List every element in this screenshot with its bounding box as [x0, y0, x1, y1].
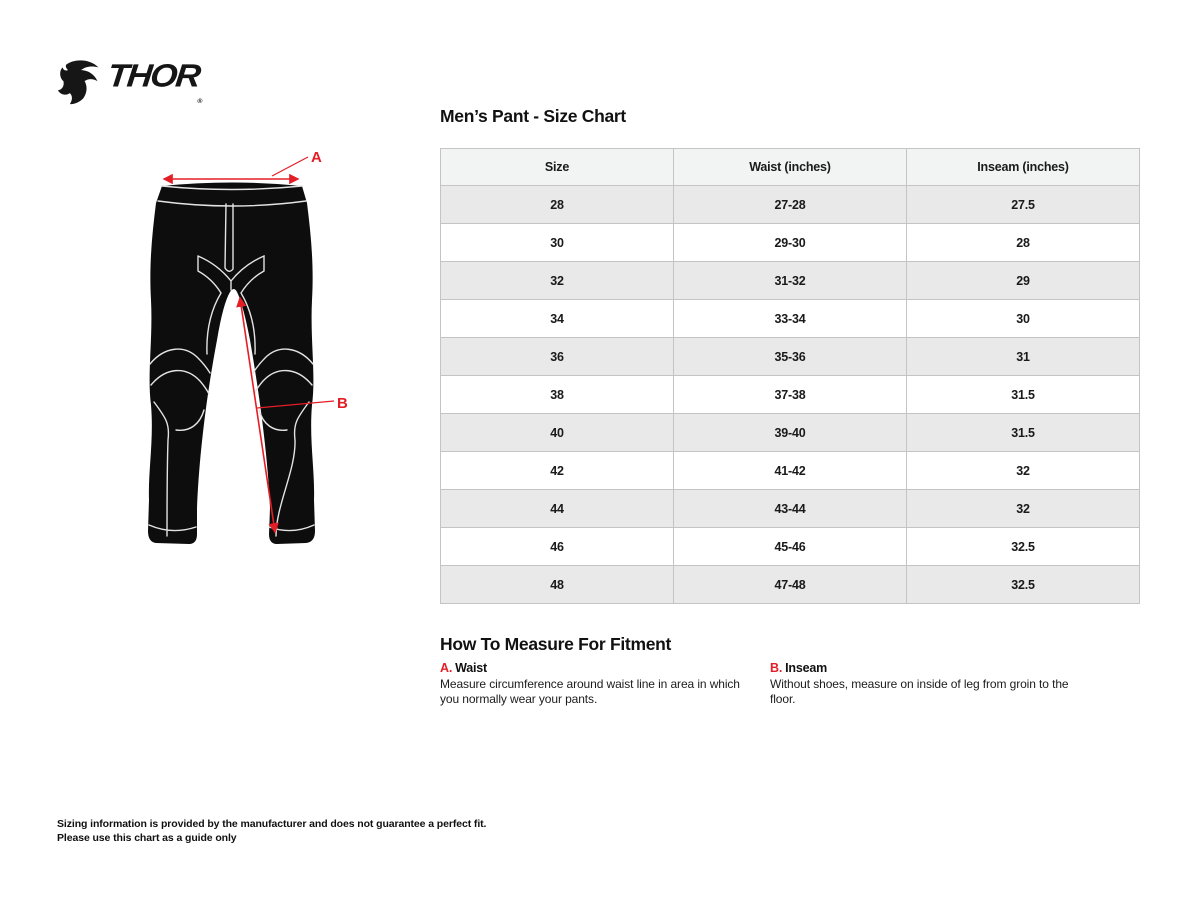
- disclaimer-line-2: Please use this chart as a guide only: [57, 831, 237, 844]
- sizing-disclaimer: [57, 818, 486, 845]
- pants-measure-diagram: [110, 140, 390, 570]
- table-cell: 47-48: [674, 566, 907, 604]
- measure-desc-inseam: Without shoes, measure on inside of leg from groin to the floor.: [770, 677, 1069, 706]
- table-cell: 43-44: [674, 490, 907, 528]
- table-cell: 29: [907, 262, 1140, 300]
- size-table-body: [441, 186, 1140, 604]
- measure-item-inseam: [770, 661, 1075, 706]
- column-header: Waist (inches): [674, 149, 907, 186]
- measure-item-heading: [770, 661, 1075, 675]
- table-cell: 48: [441, 566, 674, 604]
- table-cell: 38: [441, 376, 674, 414]
- table-row: [441, 566, 1140, 604]
- table-row: [441, 338, 1140, 376]
- table-cell: 28: [441, 186, 674, 224]
- thor-logo: [57, 58, 204, 107]
- size-table: [440, 148, 1140, 604]
- table-row: [441, 414, 1140, 452]
- table-cell: 30: [907, 300, 1140, 338]
- table-cell: 32: [907, 490, 1140, 528]
- table-row: [441, 490, 1140, 528]
- table-cell: 29-30: [674, 224, 907, 262]
- measure-key-b: B.: [770, 661, 783, 675]
- table-header-row: [441, 149, 1140, 186]
- page-title: Men’s Pant - Size Chart: [440, 106, 626, 126]
- table-cell: 27.5: [907, 186, 1140, 224]
- table-row: [441, 376, 1140, 414]
- table-cell: 31.5: [907, 414, 1140, 452]
- table-cell: 41-42: [674, 452, 907, 490]
- table-cell: 32.5: [907, 566, 1140, 604]
- measure-key-a: A.: [440, 661, 453, 675]
- table-cell: 32: [441, 262, 674, 300]
- measure-item-waist: [440, 661, 745, 706]
- measure-item-heading: [440, 661, 745, 675]
- table-cell: 44: [441, 490, 674, 528]
- column-header: Inseam (inches): [907, 149, 1140, 186]
- table-cell: 33-34: [674, 300, 907, 338]
- table-cell: 42: [441, 452, 674, 490]
- table-row: [441, 300, 1140, 338]
- table-row: [441, 452, 1140, 490]
- table-cell: 28: [907, 224, 1140, 262]
- table-cell: 45-46: [674, 528, 907, 566]
- thor-goat-icon: [57, 59, 103, 107]
- disclaimer-line-1: Sizing information is provided by the manufacturer and does not guarantee a perfect fit.: [57, 818, 487, 830]
- table-cell: 30: [441, 224, 674, 262]
- measure-desc-waist: Measure circumference around waist line in area in which you normally wear your pants.: [440, 677, 740, 706]
- table-cell: 35-36: [674, 338, 907, 376]
- thor-wordmark: $THOR_®$: [105, 58, 203, 106]
- table-row: [441, 528, 1140, 566]
- measure-name-waist: Waist: [455, 661, 487, 675]
- table-cell: 36: [441, 338, 674, 376]
- table-cell: 32.5: [907, 528, 1140, 566]
- table-cell: 39-40: [674, 414, 907, 452]
- measure-name-inseam: Inseam: [785, 661, 827, 675]
- table-cell: 31.5: [907, 376, 1140, 414]
- table-cell: 46: [441, 528, 674, 566]
- registered-mark: ®: [196, 98, 203, 106]
- table-cell: 37-38: [674, 376, 907, 414]
- table-cell: 34: [441, 300, 674, 338]
- column-header: Size: [441, 149, 674, 186]
- table-row: [441, 262, 1140, 300]
- how-to-measure-title: How To Measure For Fitment: [440, 634, 672, 654]
- table-cell: 40: [441, 414, 674, 452]
- table-cell: 32: [907, 452, 1140, 490]
- table-cell: 31: [907, 338, 1140, 376]
- waist-leader-line: [272, 157, 308, 176]
- table-cell: 31-32: [674, 262, 907, 300]
- label-b: B: [337, 395, 348, 412]
- pant-silhouette: [148, 183, 315, 545]
- label-a: A: [311, 149, 322, 166]
- table-row: [441, 224, 1140, 262]
- table-cell: 27-28: [674, 186, 907, 224]
- table-row: [441, 186, 1140, 224]
